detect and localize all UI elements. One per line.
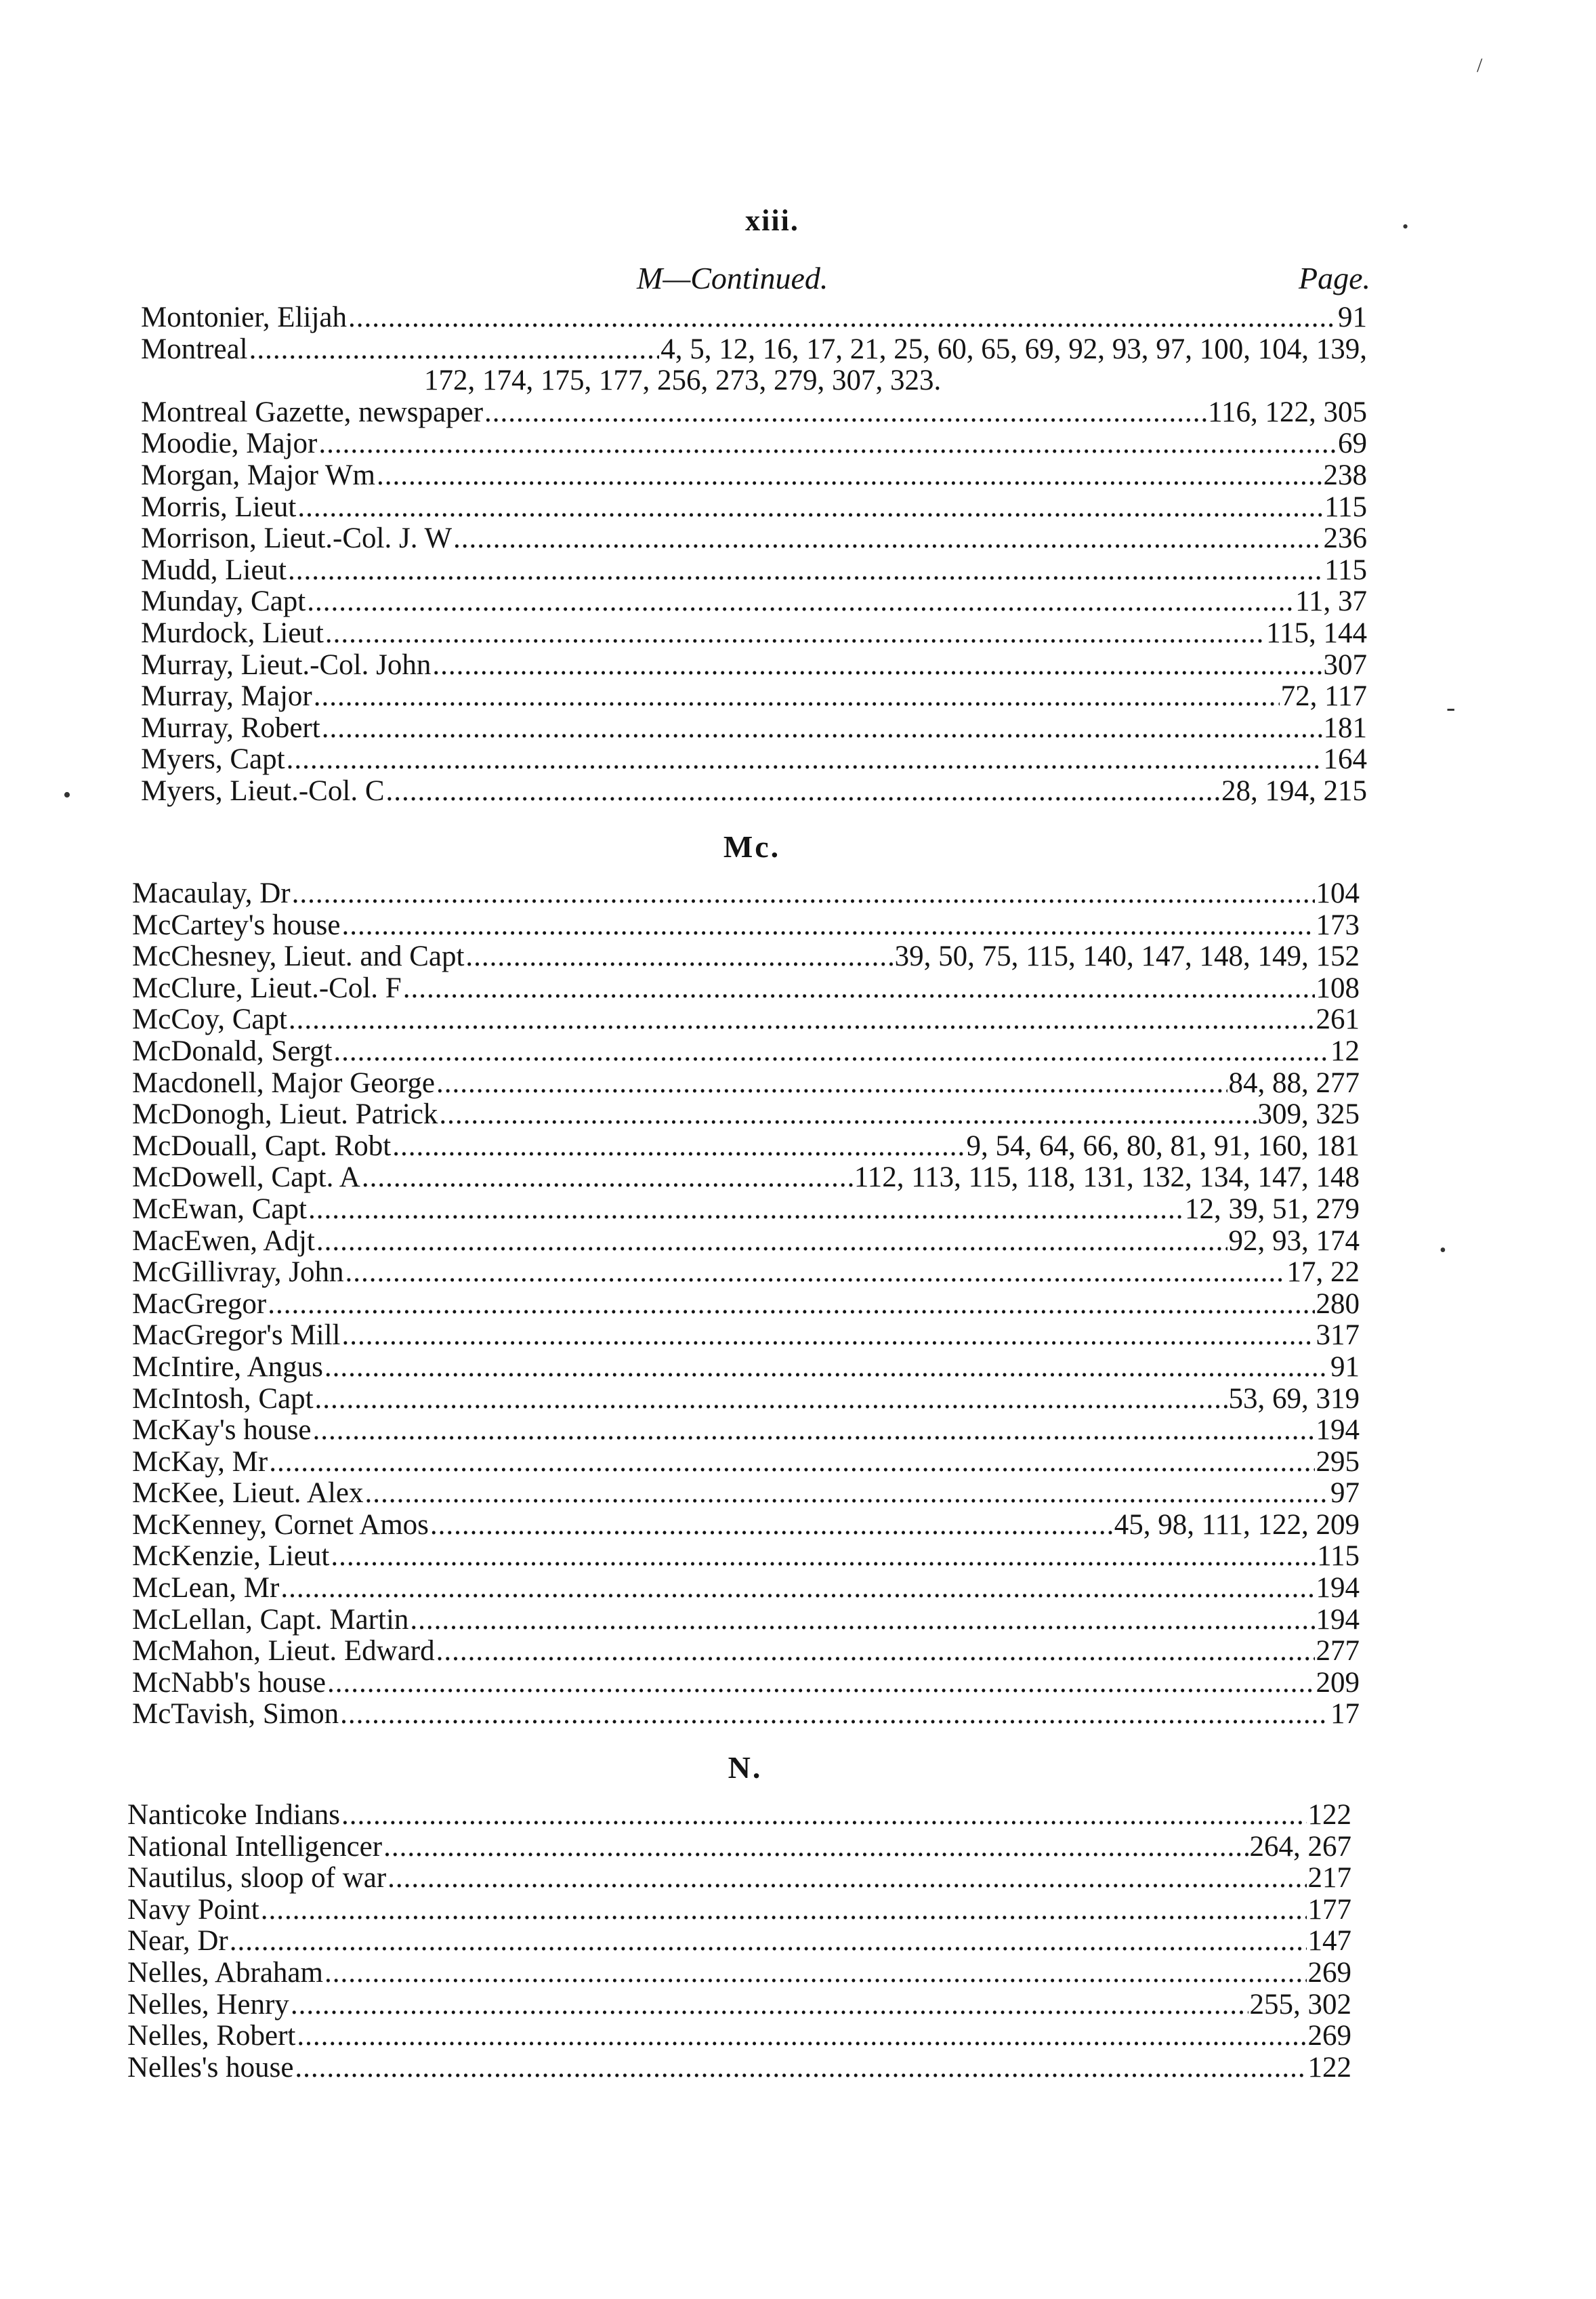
dot-leader [439,1099,1256,1131]
entry-name: McIntosh, Capt [132,1382,314,1415]
dot-leader [392,1131,965,1163]
entry-pages: 112, 113, 115, 118, 131, 132, 134, 147, 148 [854,1161,1360,1194]
dot-leader [465,941,893,973]
entry-name: Nelles, Robert [127,2020,296,2052]
entry-pages: 11, 37 [1295,585,1367,618]
entry-name: Montreal [141,333,248,365]
entry-pages: 277 [1316,1635,1360,1668]
entry-pages: 307 [1323,648,1367,681]
index-section-m-continued [141,302,1367,808]
index-entry [132,1099,1360,1131]
entry-name: Macdonell, Major George [132,1066,435,1099]
index-entry [141,492,1367,524]
entry-name: McKay's house [132,1414,312,1447]
dot-leader [249,334,660,366]
entry-name: MacGregor [132,1287,267,1320]
dot-leader [297,2021,1306,2052]
entry-pages: 4, 5, 12, 16, 17, 21, 25, 60, 65, 69, 92, 93, 97, 100, 104, 139, [660,333,1367,365]
dot-leader [268,1289,1314,1321]
entry-name: McDonald, Sergt [132,1035,333,1067]
entry-pages: 317 [1316,1319,1360,1352]
margin-speck: • [1402,217,1409,236]
dot-leader [261,1894,1307,1926]
entry-pages: 115 [1317,1540,1360,1573]
dot-leader [308,1194,1183,1226]
dot-leader [436,1636,1315,1668]
dot-leader [430,1510,1113,1541]
entry-name: Myers, Capt [141,743,285,776]
dot-leader [314,681,1280,713]
entry-pages: 264, 267 [1249,1830,1351,1863]
dot-leader [287,744,1322,776]
dot-leader [403,973,1315,1005]
entry-name: Nautilus, sloop of war [127,1862,387,1894]
entry-name: Morgan, Major Wm [141,459,375,491]
entry-pages: 39, 50, 75, 115, 140, 147, 148, 149, 152 [894,940,1360,973]
entry-pages: 181 [1323,711,1367,744]
index-entry [132,1478,1360,1510]
index-entry [127,2021,1351,2052]
index-entry [141,586,1367,618]
entry-pages: 280 [1316,1287,1360,1320]
dot-leader [297,492,1323,524]
dot-leader [318,428,1337,460]
index-entry [132,1004,1360,1036]
entry-name: McDouall, Capt. Robt [132,1130,392,1162]
entry-pages: 69 [1338,428,1367,460]
entry-name: Murray, Major [141,680,312,713]
entry-name: Montreal Gazette, newspaper [141,396,484,428]
index-entry [132,1384,1360,1415]
dot-leader [348,302,1337,334]
index-entry [141,650,1367,682]
index-entry [141,397,1367,429]
dot-leader [325,618,1265,650]
entry-pages: 122 [1307,1799,1351,1831]
entry-pages: 53, 69, 319 [1228,1382,1360,1415]
margin-speck: / [1477,54,1483,77]
continued-heading: M—Continued. [637,261,828,295]
dot-leader [316,1226,1227,1258]
index-entry [127,2052,1351,2084]
entry-pages: 28, 194, 215 [1221,774,1367,807]
section-heading-mc: Mc. [723,829,781,864]
index-entry [132,1699,1360,1731]
index-entry [132,1668,1360,1699]
index-entry [132,1447,1360,1478]
dot-leader [365,1478,1329,1510]
entry-pages: 17 [1330,1698,1360,1731]
entry-pages: 115 [1324,554,1367,586]
index-entry [132,1510,1360,1541]
entry-name: McCoy, Capt [132,1003,287,1036]
entry-name: McClure, Lieut.-Col. F [132,972,402,1004]
dot-leader [327,1668,1314,1699]
entry-pages: 115, 144 [1266,617,1367,649]
entry-pages: 122 [1307,2051,1351,2084]
entry-name: McMahon, Lieut. Edward [132,1635,435,1668]
index-entry [132,1194,1360,1226]
entry-pages: 147 [1307,1925,1351,1958]
entry-name: McTavish, Simon [132,1698,339,1731]
index-entry [132,1131,1360,1163]
index-entry [127,1958,1351,1989]
dot-leader [333,1036,1329,1068]
dot-leader [313,1415,1315,1447]
dot-leader [307,586,1294,618]
entry-name: McKenzie, Lieut [132,1540,330,1573]
dot-leader [453,523,1322,555]
dot-leader [315,1384,1227,1415]
dot-leader [288,555,1323,587]
entry-name: Mudd, Lieut [141,554,287,586]
entry-pages: 12, 39, 51, 279 [1185,1193,1360,1225]
dot-leader [410,1604,1314,1636]
index-entry [132,1541,1360,1573]
index-entry [141,555,1367,587]
entry-name: Murray, Robert [141,711,320,744]
dot-leader [291,1989,1248,2021]
entry-name: Navy Point [127,1893,259,1926]
entry-name: Morris, Lieut [141,491,297,523]
entry-name: Morrison, Lieut.-Col. J. W [141,522,453,555]
dot-leader [295,2052,1306,2084]
entry-pages: 17, 22 [1286,1256,1360,1289]
dot-leader [322,713,1322,745]
index-entry [132,1257,1360,1289]
dot-leader [342,1320,1315,1352]
entry-pages: 9, 54, 64, 66, 80, 81, 91, 160, 181 [966,1130,1360,1162]
index-entry [127,1926,1351,1958]
entry-pages: 72, 117 [1280,680,1367,713]
margin-speck: • [1440,1240,1446,1261]
entry-name: McNabb's house [132,1666,327,1699]
dot-leader [269,1447,1314,1478]
index-entry [141,618,1367,650]
entry-pages: 97 [1330,1477,1360,1510]
dot-leader [484,397,1206,429]
entry-name: Moodie, Major [141,428,318,460]
index-entry [132,878,1360,910]
entry-name: MacEwen, Adjt [132,1224,315,1257]
index-entry [141,681,1367,713]
entry-name: Murdock, Lieut [141,617,324,649]
dot-leader [331,1541,1316,1573]
entry-name: Nelles, Abraham [127,1956,323,1989]
entry-pages: 217 [1307,1862,1351,1894]
entry-name: Near, Dr [127,1925,228,1958]
page-column-label: Page. [1298,261,1370,295]
entry-name: McChesney, Lieut. and Capt [132,940,465,973]
page-number: xiii. [745,204,799,237]
index-entry [132,1415,1360,1447]
index-entry [132,910,1360,942]
dot-leader [387,1863,1306,1894]
dot-leader [340,1699,1329,1731]
entry-name: Nelles's house [127,2051,294,2084]
dot-leader [432,650,1322,682]
index-entry [132,1636,1360,1668]
entry-pages: 104 [1316,877,1360,909]
index-entry [132,1036,1360,1068]
index-entry [127,1831,1351,1863]
dot-leader [362,1162,853,1194]
entry-name: Macaulay, Dr [132,877,291,909]
index-entry [132,1573,1360,1604]
index-entry [141,713,1367,745]
entry-name: Montonier, Elijah [141,302,348,333]
entry-pages: 91 [1338,302,1367,333]
entry-pages-continued: 172, 174, 175, 177, 256, 273, 279, 307, 323. [424,365,942,397]
entry-name: MacGregor's Mill [132,1319,341,1352]
index-entry [132,1352,1360,1384]
index-entry [132,1068,1360,1100]
dot-leader [324,1958,1307,1989]
entry-name: McKenney, Cornet Amos [132,1508,429,1541]
dot-leader [280,1573,1314,1604]
dot-leader [377,460,1322,492]
index-entry [141,428,1367,460]
entry-pages: 116, 122, 305 [1208,396,1367,428]
index-entry [127,1989,1351,2021]
entry-pages: 295 [1316,1445,1360,1478]
index-entry [141,302,1367,334]
entry-pages: 194 [1316,1414,1360,1447]
entry-name: Myers, Lieut.-Col. C [141,774,385,807]
entry-pages: 255, 302 [1249,1988,1351,2021]
dot-leader [386,776,1221,808]
entry-pages: 108 [1316,972,1360,1004]
entry-pages: 177 [1307,1893,1351,1926]
entry-name: McLellan, Capt. Martin [132,1603,409,1636]
entry-name: McCartey's house [132,909,341,941]
entry-name: Nelles, Henry [127,1988,289,2021]
dot-leader [383,1831,1248,1863]
entry-pages: 236 [1323,522,1367,555]
section-heading-n: N. [728,1750,763,1785]
index-entry [141,334,1367,397]
index-entry [132,941,1360,973]
margin-speck: • [63,783,71,808]
entry-pages: 173 [1316,909,1360,941]
dot-leader [345,1257,1286,1289]
entry-pages: 84, 88, 277 [1228,1066,1360,1099]
dot-leader [289,1004,1315,1036]
index-entry [132,1604,1360,1636]
index-entry [127,1894,1351,1926]
index-entry [141,744,1367,776]
dot-leader [324,1352,1329,1384]
entry-pages: 45, 98, 111, 122, 209 [1114,1508,1360,1541]
index-entry [132,1162,1360,1194]
index-entry [141,460,1367,492]
dot-leader [436,1068,1227,1100]
index-section-n [127,1800,1351,2084]
index-entry [132,973,1360,1005]
entry-name: Nanticoke Indians [127,1799,341,1831]
entry-pages: 92, 93, 174 [1228,1224,1360,1257]
dot-leader [342,910,1315,942]
entry-pages: 164 [1323,743,1367,776]
index-entry [132,1320,1360,1352]
entry-name: McDonogh, Lieut. Patrick [132,1098,438,1131]
index-section-mc [132,878,1360,1731]
index-entry [127,1863,1351,1894]
index-entry [127,1800,1351,1831]
entry-name: McIntire, Angus [132,1350,323,1383]
index-entry [132,1226,1360,1258]
entry-pages: 194 [1316,1572,1360,1604]
entry-name: McEwan, Capt [132,1193,307,1225]
entry-pages: 209 [1316,1666,1360,1699]
entry-name: Munday, Capt [141,585,306,618]
entry-name: McKay, Mr [132,1445,268,1478]
entry-name: McGillivray, John [132,1256,344,1289]
dot-leader [292,878,1315,910]
entry-pages: 194 [1316,1603,1360,1636]
entry-pages: 91 [1330,1350,1360,1383]
dot-leader [341,1800,1306,1831]
entry-name: McKee, Lieut. Alex [132,1477,364,1510]
entry-name: National Intelligencer [127,1830,383,1863]
entry-pages: 269 [1307,1956,1351,1989]
index-entry [141,776,1367,808]
margin-speck: - [1446,692,1456,722]
entry-name: Murray, Lieut.-Col. John [141,648,432,681]
dot-leader [230,1926,1307,1958]
entry-pages: 309, 325 [1257,1098,1360,1131]
index-entry [132,1289,1360,1321]
entry-pages: 115 [1324,491,1367,523]
entry-pages: 238 [1323,459,1367,491]
entry-pages: 12 [1330,1035,1360,1067]
entry-pages: 261 [1316,1003,1360,1036]
entry-name: McLean, Mr [132,1572,280,1604]
entry-name: McDowell, Capt. A [132,1161,360,1194]
index-entry [141,523,1367,555]
entry-pages: 269 [1307,2020,1351,2052]
